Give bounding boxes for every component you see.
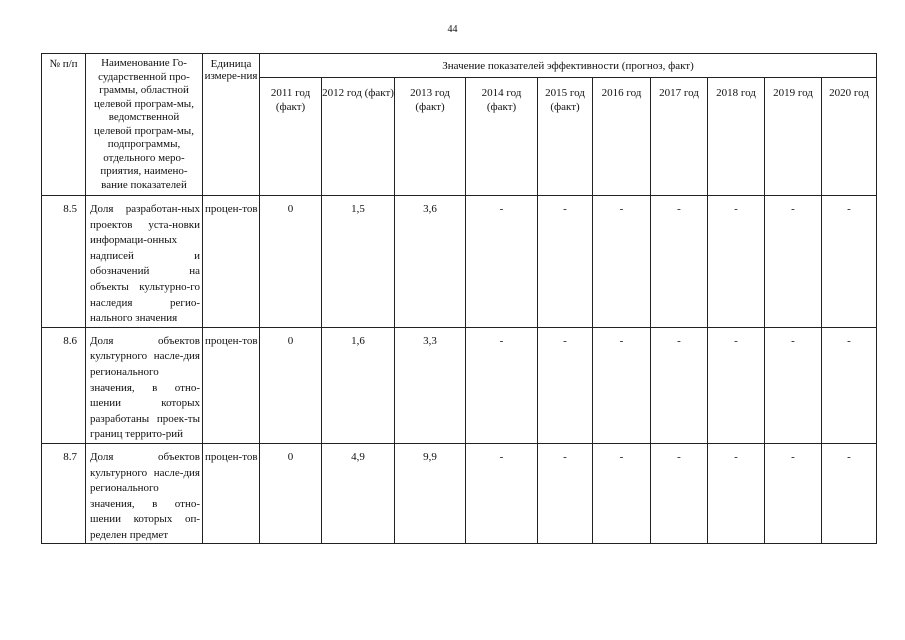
row-value: - xyxy=(822,443,877,544)
row-unit: процен-тов xyxy=(203,196,260,328)
header-year: 2016 год xyxy=(593,78,651,196)
row-unit: процен-тов xyxy=(203,443,260,544)
row-value: 0 xyxy=(260,196,322,328)
row-number: 8.5 xyxy=(42,196,86,328)
row-value: - xyxy=(593,327,651,443)
row-number: 8.6 xyxy=(42,327,86,443)
row-value: - xyxy=(651,443,708,544)
row-value: - xyxy=(538,327,593,443)
header-year: 2011 год (факт) xyxy=(260,78,322,196)
row-number: 8.7 xyxy=(42,443,86,544)
row-value: 1,6 xyxy=(322,327,395,443)
header-year: 2012 год (факт) xyxy=(322,78,395,196)
row-value: - xyxy=(466,443,538,544)
header-year: 2014 год (факт) xyxy=(466,78,538,196)
row-value: 0 xyxy=(260,443,322,544)
row-value: 1,5 xyxy=(322,196,395,328)
row-value: - xyxy=(708,196,765,328)
row-value: 0 xyxy=(260,327,322,443)
row-unit: процен-тов xyxy=(203,327,260,443)
header-number: № п/п xyxy=(42,54,86,196)
row-value: - xyxy=(466,196,538,328)
row-value: - xyxy=(708,443,765,544)
row-value: - xyxy=(765,443,822,544)
row-value: - xyxy=(538,443,593,544)
row-value: - xyxy=(651,196,708,328)
indicators-table xyxy=(41,53,877,544)
row-value: 3,6 xyxy=(395,196,466,328)
row-value: 4,9 xyxy=(322,443,395,544)
row-indicator-name: Доля объектов культурного насле-дия регионального значения, в отно-шении которых оп-ределен предмет xyxy=(86,443,203,544)
row-indicator-name: Доля разработан-ных проектов уста-новки информаци-онных надписей и обозначений на объекты культурно-го наследия регио-нального значения xyxy=(86,196,203,328)
row-value: 9,9 xyxy=(395,443,466,544)
row-value: - xyxy=(708,327,765,443)
page-number: 44 xyxy=(447,24,458,35)
table-row xyxy=(42,443,877,544)
row-value: - xyxy=(822,196,877,328)
row-value: - xyxy=(538,196,593,328)
header-year: 2013 год (факт) xyxy=(395,78,466,196)
header-year: 2019 год xyxy=(765,78,822,196)
row-value: - xyxy=(593,196,651,328)
row-value: - xyxy=(651,327,708,443)
row-value: 3,3 xyxy=(395,327,466,443)
header-year: 2015 год (факт) xyxy=(538,78,593,196)
header-unit: Единица измере-ния xyxy=(203,54,260,196)
table-row xyxy=(42,196,877,328)
header-name: Наименование Го-сударственной про-граммы, областной целевой програм-мы, ведомственной целевой програм-мы, подпрограммы, отдельного меро-приятия, наимено-вание показателей xyxy=(86,54,203,196)
row-indicator-name: Доля объектов культурного насле-дия регионального значения, в отно-шении которых разработаны проек-ты границ террито-рий xyxy=(86,327,203,443)
header-row-group xyxy=(42,54,877,78)
header-year: 2020 год xyxy=(822,78,877,196)
row-value: - xyxy=(765,196,822,328)
table-row xyxy=(42,327,877,443)
row-value: - xyxy=(822,327,877,443)
header-year: 2017 год xyxy=(651,78,708,196)
header-year: 2018 год xyxy=(708,78,765,196)
row-value: - xyxy=(593,443,651,544)
row-value: - xyxy=(466,327,538,443)
row-value: - xyxy=(765,327,822,443)
header-values-group: Значение показателей эффективности (прогноз, факт) xyxy=(260,54,877,78)
